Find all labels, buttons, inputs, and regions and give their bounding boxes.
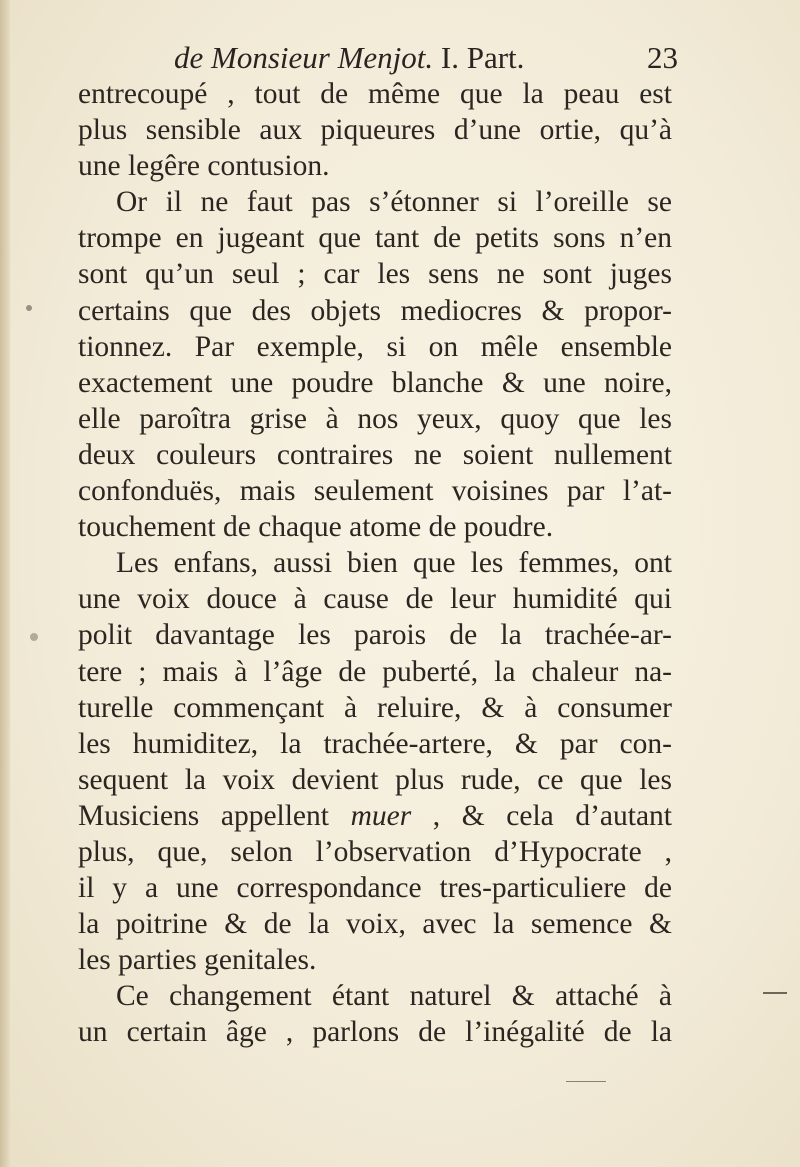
paragraph-start-line: Or il ne faut pas s’étonner si l’oreille se (116, 186, 672, 219)
text-line: elle paroîtra grise à nos yeux, quoy que les (78, 402, 672, 435)
text-line: les humiditez, la trachée-artere, & par con- (78, 727, 672, 760)
text-line: la poitrine & de la voix, avec la semence & (78, 908, 672, 941)
text-line: les parties genitales. (78, 944, 317, 977)
text-line: confonduës, mais seulement voisines par l’at- (78, 475, 672, 508)
running-head-title (174, 40, 524, 76)
running-head (78, 40, 678, 80)
running-head-part: I. Part. (440, 40, 525, 75)
text-line: une voix douce à cause de leur humidité qui (78, 583, 672, 616)
text-line: plus sensible aux piqueures d’une ortie, qu’à (78, 114, 672, 147)
text-line: certains que des objets mediocres & propor- (78, 294, 672, 327)
running-head-author: de Monsieur Menjot. (174, 40, 434, 75)
margin-ink-speck (30, 633, 38, 641)
margin-ink-mark (763, 992, 787, 994)
paragraph-start-line: Ce changement étant naturel & attaché à (116, 980, 672, 1013)
body-text (78, 76, 672, 1051)
text-line-with-italic (78, 798, 672, 834)
page-edge-shadow (0, 0, 10, 1167)
text-line: plus, que, selon l’observation d’Hypocrate , (78, 835, 672, 868)
page-number: 23 (647, 40, 678, 75)
text-line: touchement de chaque atome de poudre. (78, 511, 554, 544)
paragraph-start-line: Les enfans, aussi bien que les femmes, ont (116, 547, 672, 580)
text-line: trompe en jugeant que tant de petits sons n’en (78, 222, 672, 255)
text-line: exactement une poudre blanche & une noire, (78, 366, 672, 399)
text-line: entrecoupé , tout de même que la peau est (78, 78, 672, 110)
text-line: un certain âge , parlons de l’inégalité de la (78, 1016, 672, 1049)
text-line: il y a une correspondance tres-particuliere de (78, 872, 672, 905)
text-line: sont qu’un seul ; car les sens ne sont juges (78, 258, 672, 291)
text-line: polit davantage les parois de la trachée-ar- (78, 619, 672, 652)
text-run: Musiciens appellent (78, 799, 351, 832)
text-line: tionnez. Par exemple, si on mêle ensemble (78, 330, 672, 363)
margin-ink-speck (26, 305, 32, 311)
text-line: tere ; mais à l’âge de puberté, la chaleur na- (78, 655, 672, 688)
text-line: deux couleurs contraires ne soient nullement (78, 438, 672, 471)
text-line: une legêre contusion. (78, 150, 330, 183)
text-line: sequent la voix devient plus rude, ce que les (78, 763, 672, 796)
text-line: turelle commençant à reluire, & à consumer (78, 691, 672, 724)
text-run: , & cela d’autant (411, 799, 672, 832)
italic-term: muer (350, 799, 412, 832)
margin-ink-mark (566, 1081, 606, 1082)
